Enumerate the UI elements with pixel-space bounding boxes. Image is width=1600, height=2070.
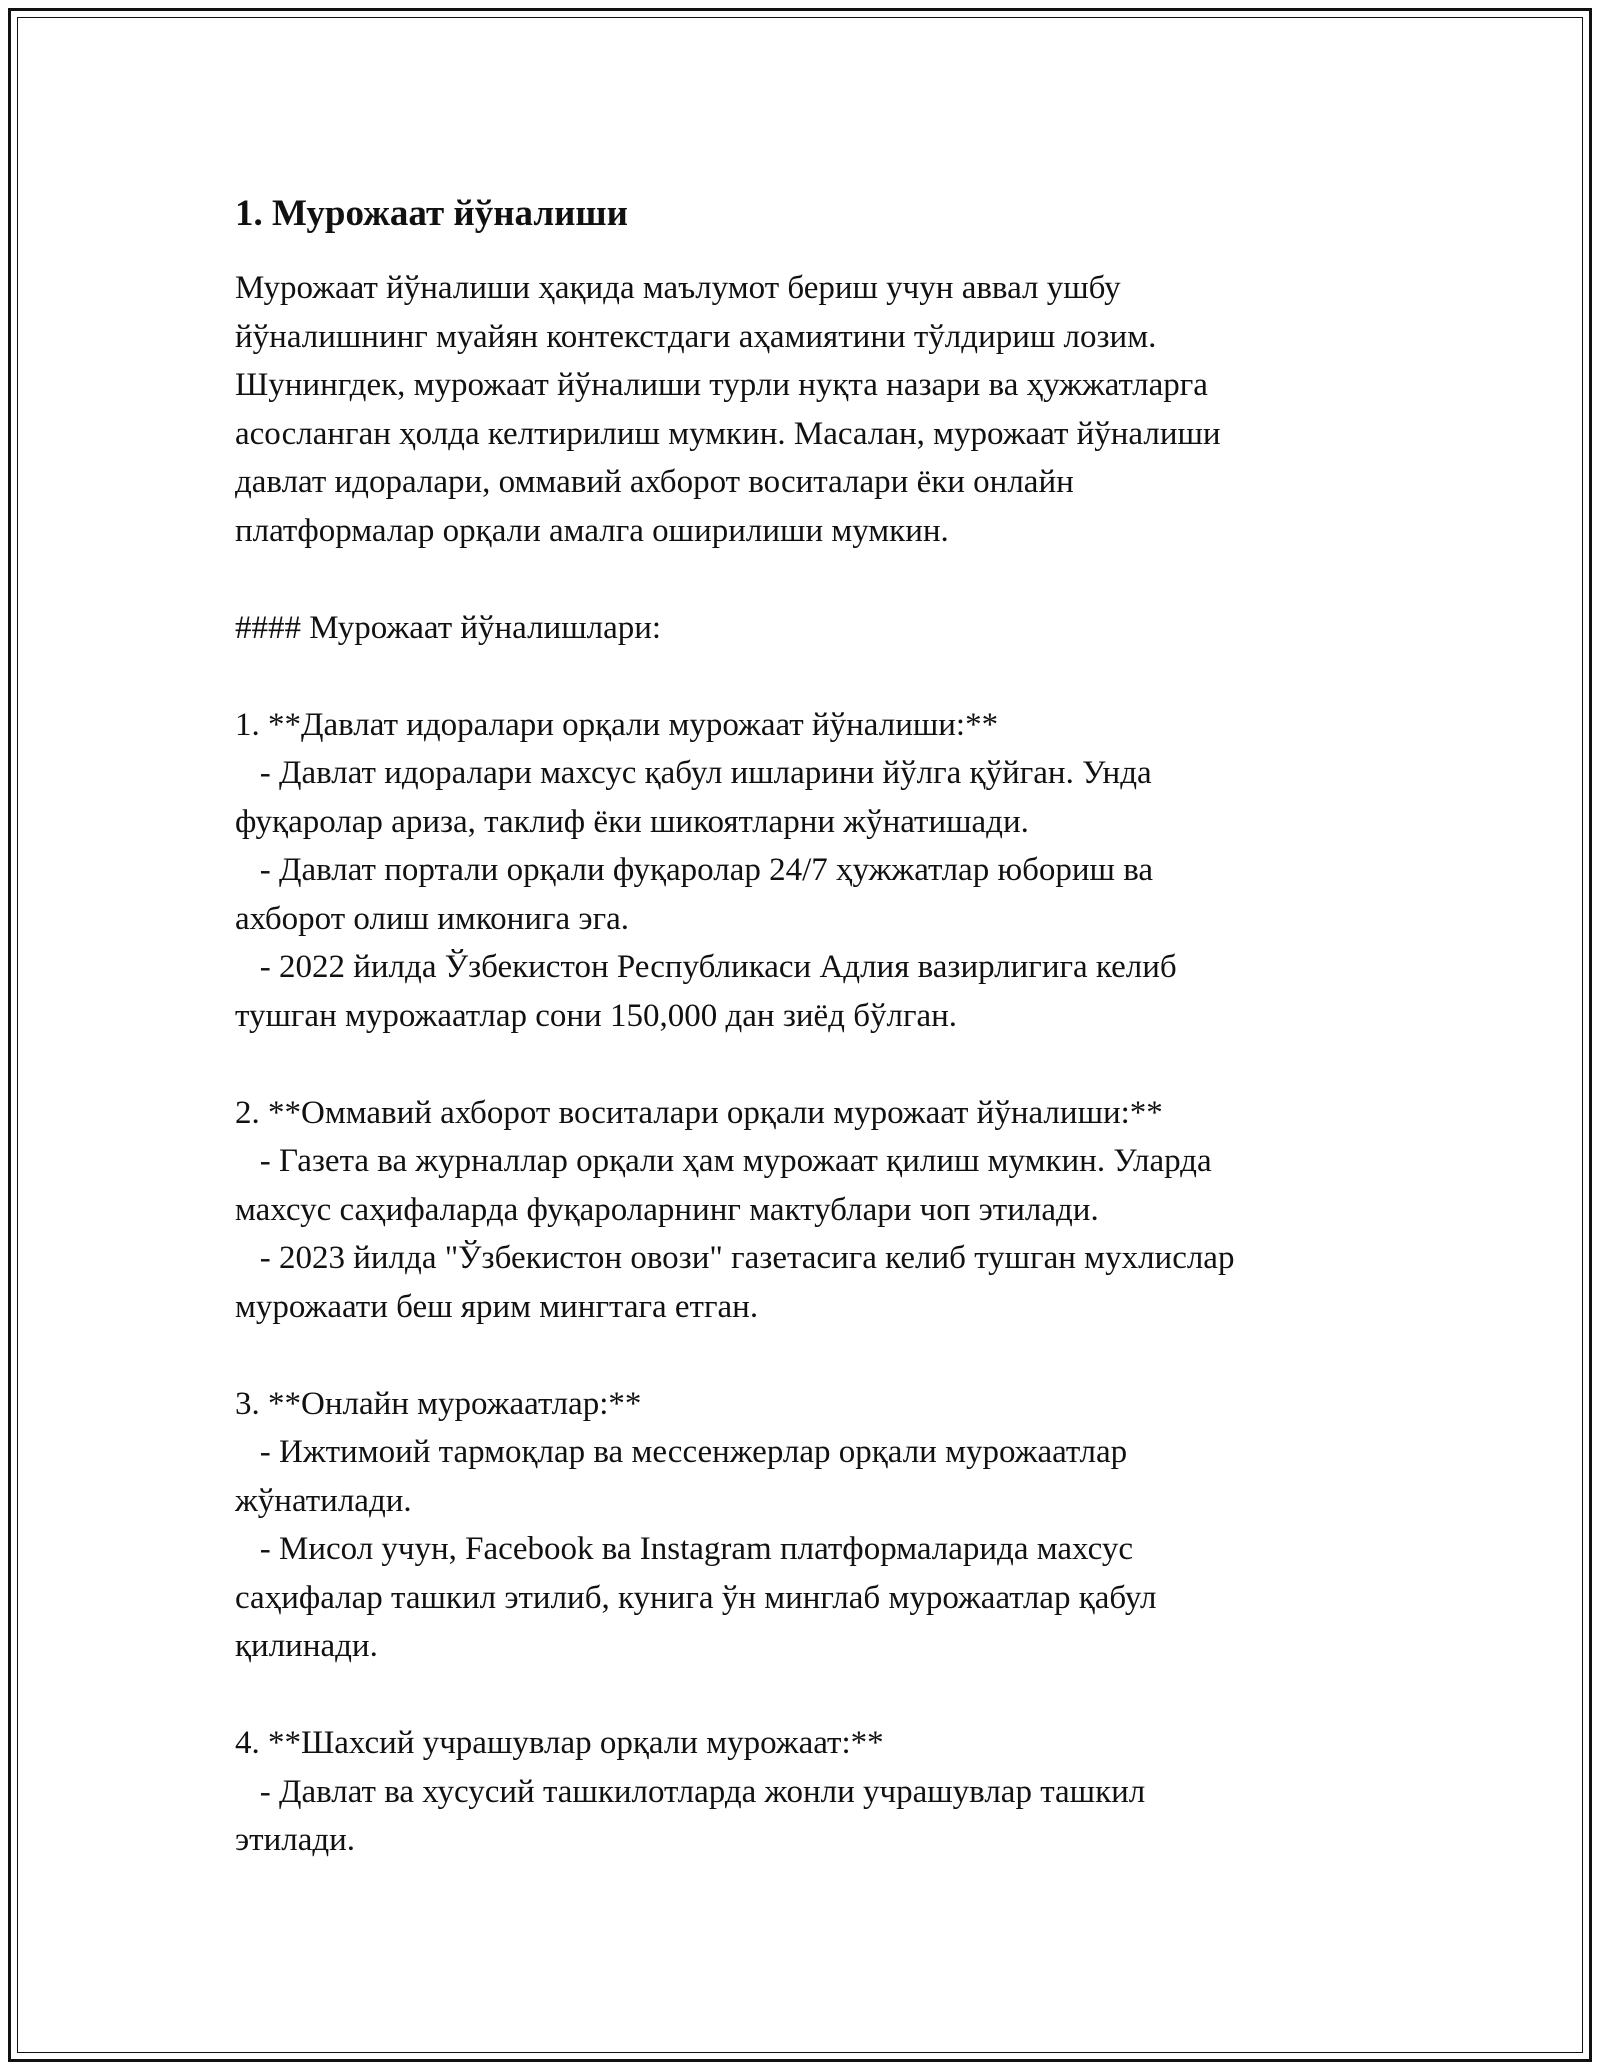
section-heading: 3. **Онлайн мурожаатлар:** — [235, 1385, 642, 1422]
intro-line: давлат идоралари, оммавий ахборот воситалари ёки онлайн — [235, 464, 1074, 500]
document-body — [235, 190, 1375, 1865]
section-heading: 4. **Шахсий учрашувлар орқали мурожаат:** — [235, 1725, 884, 1761]
section-line: - Давлат ва хусусий ташкилотларда жонли учрашувлар ташкил — [235, 1773, 1146, 1810]
section-line: ахборот олиш имконига эга. — [235, 900, 630, 937]
intro-line: Шунингдек, мурожаат йўналиши турли нуқта назари ва ҳужжатларга — [235, 367, 1208, 403]
spacer — [235, 1040, 1375, 1089]
section-line: - 2023 йилда "Ўзбекистон овози" газетасига келиб тушган мухлислар — [235, 1240, 1235, 1276]
section-line: - Давлат идоралари махсус қабул ишларини йўлга қўйган. Унда — [235, 755, 1152, 791]
section-heading: 1. **Давлат идоралари орқали мурожаат йўналиши:** — [235, 706, 999, 743]
intro-line: платформалар орқали амалга оширилиши мумкин. — [235, 512, 949, 549]
spacer — [235, 652, 1375, 701]
section-line: қилинади. — [235, 1628, 378, 1664]
intro-paragraph — [235, 264, 1375, 555]
section-heading: 2. **Оммавий ахборот воситалари орқали мурожаат йўналиши:** — [235, 1094, 1163, 1131]
spacer — [235, 1331, 1375, 1380]
section-line: - 2022 йилда Ўзбекистон Республикаси Адлия вазирлигига келиб — [235, 949, 1177, 985]
section-4 — [235, 1719, 1375, 1865]
intro-line: Мурожаат йўналиши ҳақида маълумот бериш учун аввал ушбу — [235, 270, 1121, 306]
section-line: - Газета ва журналлар орқали ҳам мурожаат қилиш мумкин. Уларда — [235, 1143, 1212, 1179]
subheading: #### Мурожаат йўналишлари: — [235, 609, 662, 646]
section-line: махсус саҳифаларда фуқароларнинг мактублари чоп этилади. — [235, 1191, 1099, 1228]
section-line: этилади. — [235, 1822, 356, 1858]
section-line: - Давлат портали орқали фуқаролар 24/7 ҳужжатлар юбориш ва — [235, 852, 1154, 888]
section-2 — [235, 1089, 1375, 1332]
section-line: жўнатилади. — [235, 1482, 412, 1519]
intro-line: йўналишнинг муайян контекстдаги аҳамиятини тўлдириш лозим. — [235, 318, 1157, 355]
spacer — [235, 1671, 1375, 1720]
intro-line: асосланган ҳолда келтирилиш мумкин. Масалан, мурожаат йўналиши — [235, 415, 1221, 452]
document-title: 1. Мурожаат йўналиши — [235, 193, 628, 234]
spacer — [235, 555, 1375, 604]
section-line: - Ижтимоий тармоқлар ва мессенжерлар орқали мурожаатлар — [235, 1434, 1128, 1470]
section-3 — [235, 1380, 1375, 1671]
section-1 — [235, 701, 1375, 1041]
section-line: мурожаати беш ярим мингтага етган. — [235, 1288, 759, 1325]
section-line: фуқаролар ариза, таклиф ёки шикоятларни жўнатишади. — [235, 803, 1029, 840]
section-line: тушган мурожаатлар сони 150,000 дан зиёд бўлган. — [235, 997, 958, 1034]
section-line: саҳифалар ташкил этилиб, кунига ўн минглаб мурожаатлар қабул — [235, 1579, 1157, 1616]
section-line: - Мисол учун, Facebook ва Instagram платформаларида махсус — [235, 1531, 1133, 1567]
